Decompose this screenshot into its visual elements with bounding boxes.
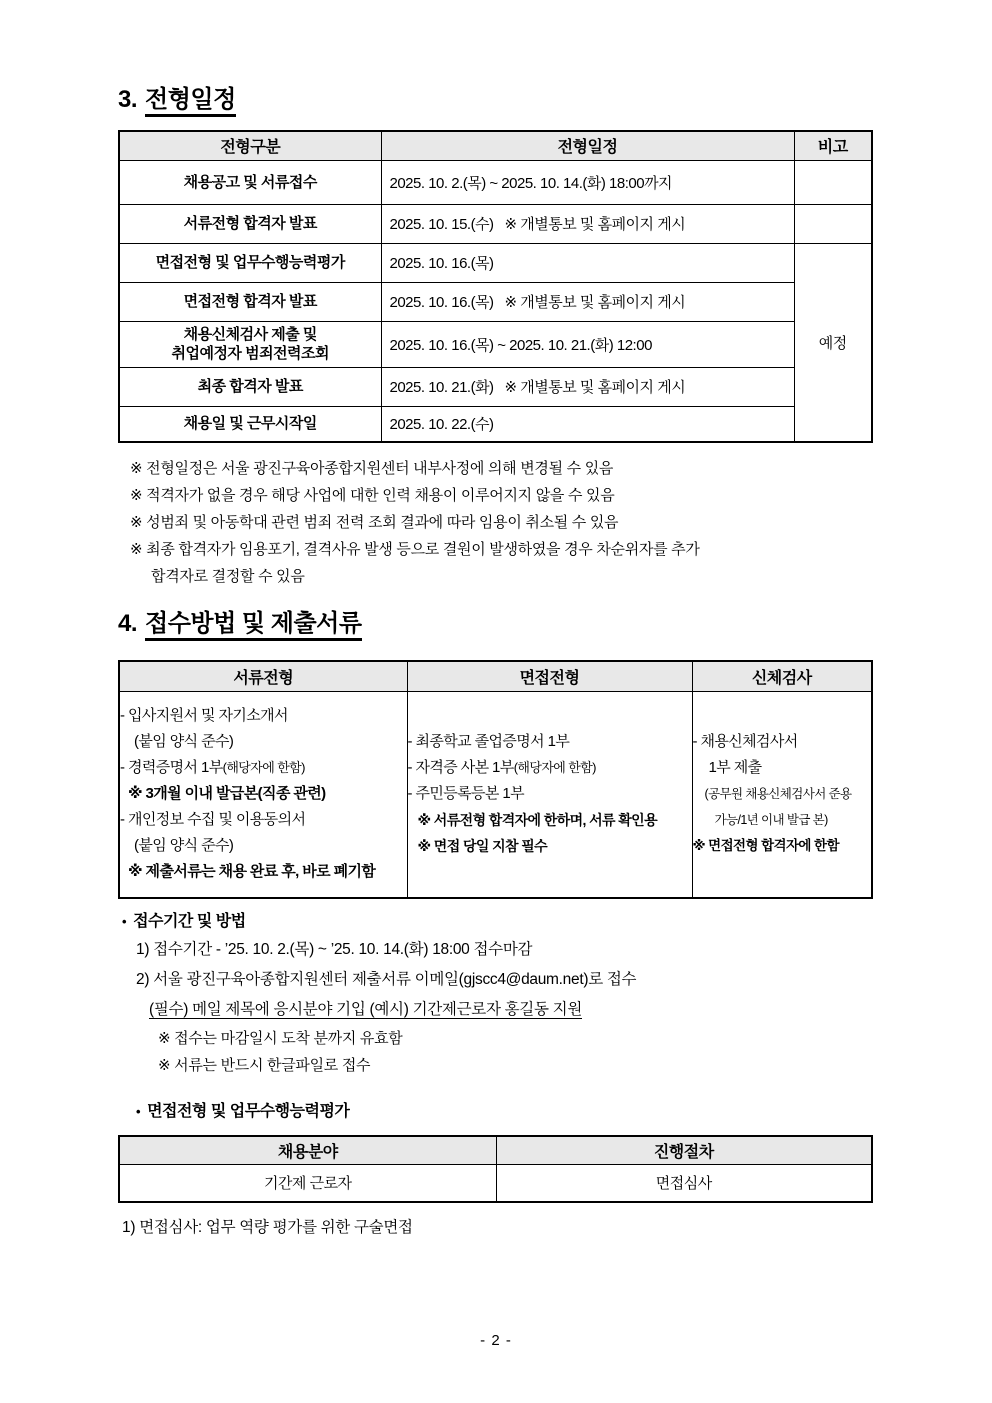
method-title: 접수기간 및 방법 bbox=[133, 913, 246, 930]
doc-item bbox=[120, 755, 407, 781]
interview-procedure-cell: 면접심사 bbox=[496, 1164, 872, 1202]
doc-item-note: ※ 제출서류는 채용 완료 후, 바로 폐기함 bbox=[128, 863, 376, 881]
documents-header-document: 서류전형 bbox=[119, 661, 407, 691]
table-row bbox=[119, 367, 872, 406]
documents-header-physical: 신체검사 bbox=[692, 661, 872, 691]
doc-item: - 최종학교 졸업증명서 1부 bbox=[407, 733, 570, 751]
schedule-row-date: 2025. 10. 21.(화) ※ 개별통보 및 홈페이지 게시 bbox=[381, 367, 794, 406]
schedule-row-category: 서류전형 합격자 발표 bbox=[119, 204, 381, 243]
schedule-merged-note: 예정 bbox=[794, 243, 872, 442]
table-row bbox=[119, 160, 872, 204]
doc-item-paren: (공무원 채용신체검사서 준용 bbox=[704, 787, 852, 802]
physical-exam-cell bbox=[692, 691, 872, 898]
schedule-header-row bbox=[119, 131, 872, 160]
doc-item-note: ※ 서류전형 합격자에 한하며, 서류 확인용 bbox=[417, 812, 658, 829]
schedule-row-category bbox=[119, 321, 381, 367]
note-line: ※ 최종 합격자가 임용포기, 결격사유 발생 등으로 결원이 발생하였을 경우 차순위자를 추가 bbox=[130, 541, 700, 558]
section-3-heading bbox=[118, 86, 873, 114]
section-4-title: 접수방법 및 제출서류 bbox=[145, 610, 362, 641]
doc-item-sub: 1부 제출 bbox=[708, 759, 762, 777]
doc-item: - 개인정보 수집 및 이용동의서 bbox=[120, 811, 306, 829]
documents-body-row bbox=[119, 691, 872, 898]
doc-item: - 주민등록등본 1부 bbox=[407, 785, 525, 803]
note-line-continuation: 합격자로 결정할 수 있음 bbox=[151, 568, 305, 585]
method-item: 2) 서울 광진구육아종합지원센터 제출서류 이메일(gjscc4@daum.net)로 접수 bbox=[136, 971, 637, 988]
bullet-icon: • bbox=[136, 1104, 141, 1119]
schedule-row-date: 2025. 10. 16.(목) ※ 개별통보 및 홈페이지 게시 bbox=[381, 282, 794, 321]
schedule-header-note: 비고 bbox=[794, 131, 872, 160]
schedule-category-line1: 채용신체검사 제출 및 bbox=[183, 326, 317, 343]
doc-item-paren: 가능/1년 이내 발급 본) bbox=[714, 813, 828, 828]
schedule-row-category: 채용공고 및 서류접수 bbox=[119, 160, 381, 204]
schedule-row-category: 채용일 및 근무시작일 bbox=[119, 406, 381, 442]
schedule-row-category: 면접전형 및 업무수행능력평가 bbox=[119, 243, 381, 282]
schedule-header-category: 전형구분 bbox=[119, 131, 381, 160]
document-screening-cell bbox=[119, 691, 407, 898]
section-4-heading bbox=[118, 610, 873, 638]
doc-item-sub: (붙임 양식 준수) bbox=[134, 837, 234, 855]
section-3-number: 3. bbox=[118, 86, 138, 113]
schedule-row-date: 2025. 10. 16.(목) bbox=[381, 243, 794, 282]
schedule-category-line2: 취업예정자 범죄전력조회 bbox=[171, 345, 330, 362]
method-item-required-text: (필수) 메일 제목에 응시분야 기입 (예시) 기간제근로자 홍길동 지원 bbox=[149, 1001, 582, 1018]
note-line: ※ 전형일정은 서울 광진구육아종합지원센터 내부사정에 의해 변경될 수 있음 bbox=[130, 460, 614, 477]
doc-item-main: - 자격증 사본 1부 bbox=[407, 759, 514, 777]
interview-footnote: 1) 면접심사: 업무 역량 평가를 위한 구술면접 bbox=[122, 1219, 413, 1236]
section-3-title: 전형일정 bbox=[145, 86, 236, 117]
note-line: ※ 적격자가 없을 경우 해당 사업에 대한 인력 채용이 이루어지지 않을 수 있음 bbox=[130, 487, 615, 504]
documents-header-interview: 면접전형 bbox=[407, 661, 692, 691]
schedule-notes bbox=[118, 455, 873, 590]
note-line: ※ 성범죄 및 아동학대 관련 범죄 전력 조회 결과에 따라 임용이 취소될 수 있음 bbox=[130, 514, 619, 531]
schedule-row-date: 2025. 10. 2.(목) ~ 2025. 10. 14.(화) 18:00까지 bbox=[381, 160, 794, 204]
section-4-number: 4. bbox=[118, 610, 138, 637]
interview-header-field: 채용분야 bbox=[119, 1136, 496, 1164]
documents-table bbox=[118, 660, 873, 899]
method-item: 1) 접수기간 - ’25. 10. 2.(목) ~ ’25. 10. 14.(화) 18:00 접수마감 bbox=[136, 941, 533, 958]
table-row bbox=[119, 406, 872, 442]
interview-screening-cell bbox=[407, 691, 692, 898]
interview-header-procedure: 진행절차 bbox=[496, 1136, 872, 1164]
application-method-section bbox=[118, 909, 873, 1079]
interview-table bbox=[118, 1135, 873, 1203]
schedule-row-date: 2025. 10. 15.(수) ※ 개별통보 및 홈페이지 게시 bbox=[381, 204, 794, 243]
schedule-row-note bbox=[794, 160, 872, 204]
method-note: ※ 접수는 마감일시 도착 분까지 유효함 bbox=[158, 1030, 403, 1047]
interview-field-cell: 기간제 근로자 bbox=[119, 1164, 496, 1202]
schedule-table bbox=[118, 130, 873, 443]
bullet-icon: • bbox=[122, 914, 127, 929]
interview-body-row bbox=[119, 1164, 872, 1202]
doc-item-paren: (해당자에 한함) bbox=[222, 760, 305, 776]
doc-item-note: ※ 면접 당일 지참 필수 bbox=[417, 838, 548, 855]
schedule-row-date: 2025. 10. 22.(수) bbox=[381, 406, 794, 442]
doc-item: - 채용신체검사서 bbox=[692, 733, 798, 751]
page-number: - 2 - bbox=[480, 1332, 512, 1349]
method-item-required bbox=[122, 995, 873, 1025]
method-note: ※ 서류는 반드시 한글파일로 접수 bbox=[158, 1057, 371, 1074]
interview-title: 면접전형 및 업무수행능력평가 bbox=[147, 1103, 350, 1120]
schedule-header-schedule: 전형일정 bbox=[381, 131, 794, 160]
doc-item-main: - 경력증명서 1부 bbox=[120, 759, 223, 777]
interview-header-row bbox=[119, 1136, 872, 1164]
schedule-row-date: 2025. 10. 16.(목) ~ 2025. 10. 21.(화) 12:00 bbox=[381, 321, 794, 367]
doc-item-note: ※ 3개월 이내 발급본(직종 관련) bbox=[128, 785, 326, 803]
table-row bbox=[119, 321, 872, 367]
table-row bbox=[119, 243, 872, 282]
doc-item-note: ※ 면접전형 합격자에 한함 bbox=[692, 838, 839, 854]
doc-item bbox=[408, 755, 692, 781]
schedule-row-note bbox=[794, 204, 872, 243]
table-row bbox=[119, 204, 872, 243]
table-row bbox=[119, 282, 872, 321]
doc-item-sub: (붙임 양식 준수) bbox=[134, 733, 234, 751]
schedule-row-category: 면접전형 합격자 발표 bbox=[119, 282, 381, 321]
interview-title-line bbox=[118, 1099, 873, 1125]
method-title-line bbox=[122, 909, 873, 935]
doc-item-paren: (해당자에 한함) bbox=[513, 760, 596, 776]
documents-header-row bbox=[119, 661, 872, 691]
schedule-row-category: 최종 합격자 발표 bbox=[119, 367, 381, 406]
doc-item: - 입사지원서 및 자기소개서 bbox=[120, 707, 288, 725]
